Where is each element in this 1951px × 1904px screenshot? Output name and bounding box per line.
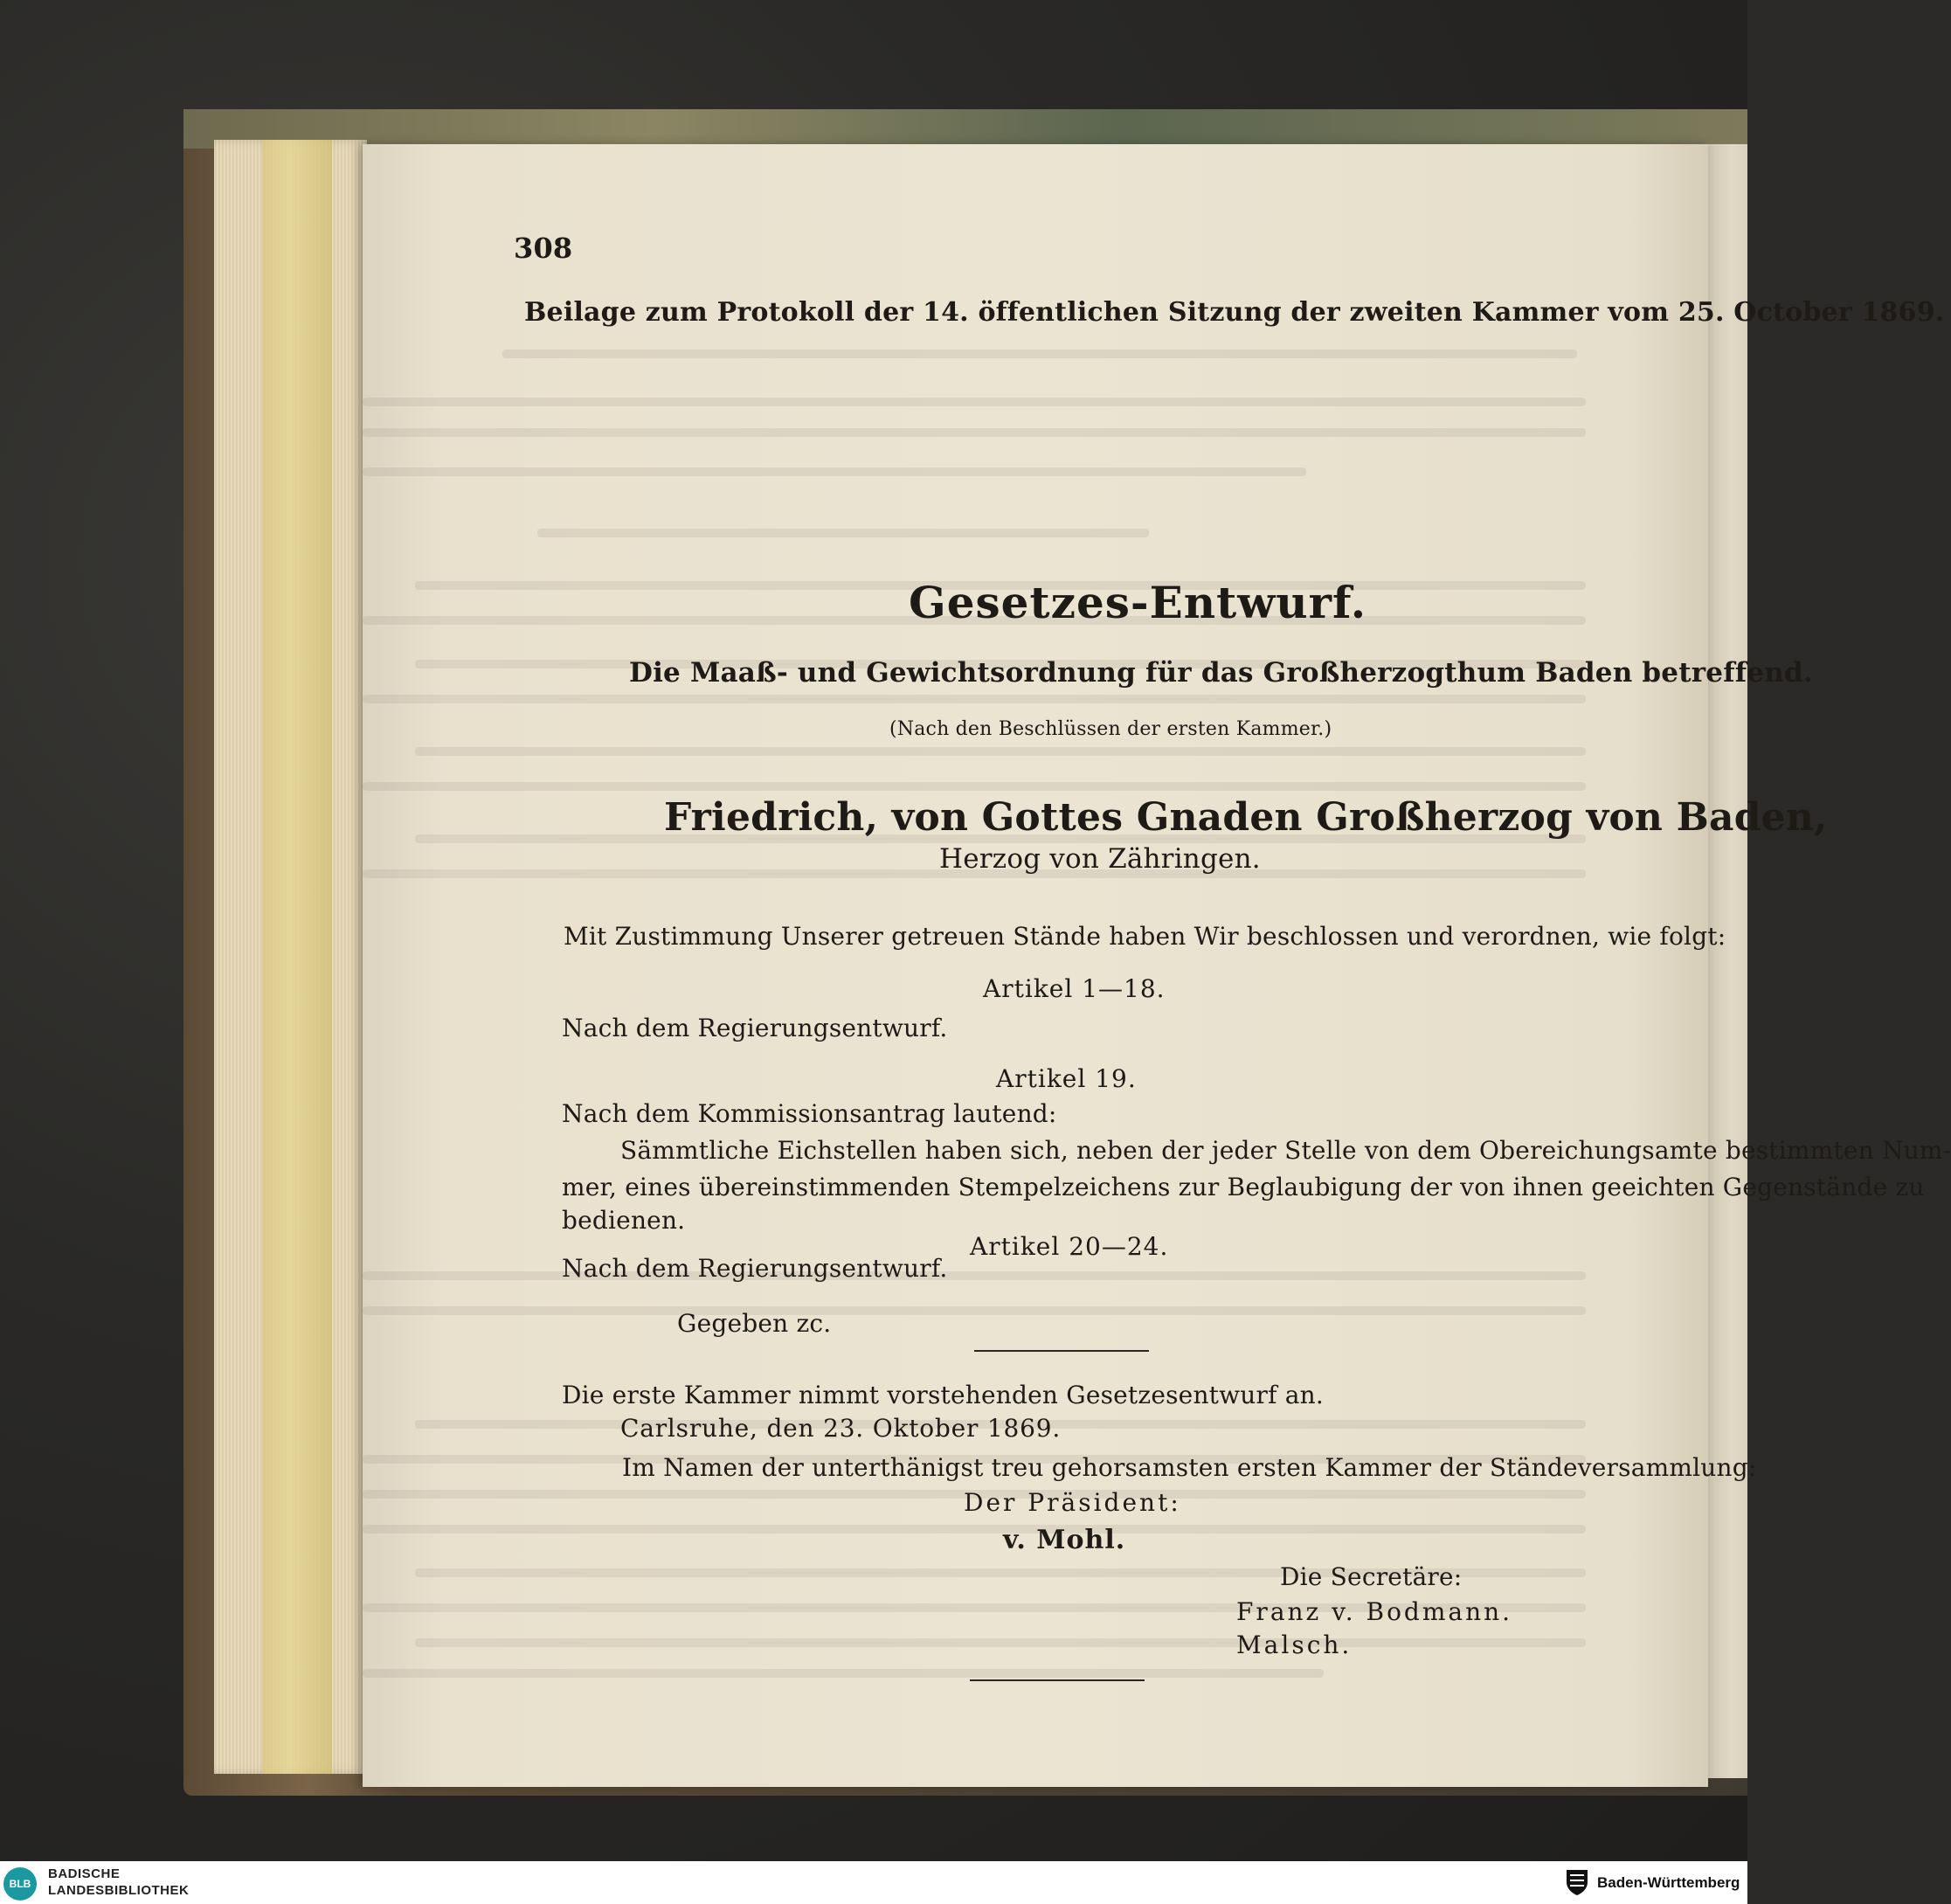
article-heading-19: Artikel 19.: [996, 1064, 1137, 1093]
article-heading-20-24: Artikel 20—24.: [970, 1232, 1169, 1261]
sovereign-subtitle: Herzog von Zähringen.: [939, 843, 1261, 875]
given-clause: Gegeben zc.: [677, 1309, 832, 1338]
book-cover-edge: [183, 109, 1747, 149]
coat-of-arms-icon: [1564, 1868, 1590, 1896]
place-and-date: Carlsruhe, den 23. Oktober 1869.: [620, 1414, 1062, 1443]
article-19-text-line: bedienen.: [562, 1206, 686, 1235]
document-note: (Nach den Beschlüssen der ersten Kammer.): [889, 718, 1332, 740]
government-draft-note-2: Nach dem Regierungsentwurf.: [562, 1254, 948, 1283]
article-heading-1-18: Artikel 1—18.: [983, 974, 1166, 1003]
on-behalf-line: Im Namen der unterthänigst treu gehorsamsten ersten Kammer der Ständeversammlung:: [622, 1453, 1757, 1482]
footer-bar: [0, 1861, 1747, 1904]
sovereign-title: Friedrich, von Gottes Gnaden Großherzog von Baden,: [664, 795, 1828, 840]
document-subtitle: Die Maaß- und Gewichtsordnung für das Großherzogthum Baden betreffend.: [629, 657, 1813, 689]
article-19-text-line: mer, eines übereinstimmenden Stempelzeichens zur Beglaubigung der von ihnen geeichten Gegenstände zu: [562, 1173, 1925, 1201]
secretary-name: Malsch.: [1236, 1631, 1353, 1659]
appendix-title: Beilage zum Protokoll der 14. öffentlichen Sitzung der zweiten Kammer vom 25. October 1869.: [524, 297, 1945, 328]
document-title: Gesetzes-Entwurf.: [909, 577, 1367, 628]
article-19-text-line: Sämmtliche Eichstellen haben sich, neben der jeder Stelle von dem Obereichungsamte bestimmten Num-: [620, 1136, 1951, 1165]
preamble: Mit Zustimmung Unserer getreuen Stände haben Wir beschlossen und verordnen, wie folgt:: [564, 922, 1726, 951]
government-draft-note-1: Nach dem Regierungsentwurf.: [562, 1014, 948, 1042]
divider-rule: [970, 1679, 1145, 1681]
secretaries-label: Die Secretäre:: [1280, 1562, 1463, 1591]
secretary-name: Franz v. Bodmann.: [1236, 1597, 1513, 1626]
president-name: v. Mohl.: [1003, 1525, 1126, 1555]
page-block-gilt-edge: [262, 140, 332, 1774]
facing-page-edge: [1708, 144, 1747, 1778]
page-number: 308: [514, 232, 573, 265]
president-label: Der Präsident:: [964, 1488, 1181, 1517]
acceptance-statement: Die erste Kammer nimmt vorstehenden Gesetzesentwurf an.: [562, 1381, 1324, 1409]
state-name[interactable]: Baden-Württemberg: [1597, 1874, 1740, 1891]
blb-logo-icon[interactable]: BLB: [3, 1867, 37, 1901]
library-name-line: LANDESBIBLIOTHEK: [48, 1883, 190, 1898]
commission-motion: Nach dem Kommissionsantrag lautend:: [562, 1099, 1057, 1128]
divider-rule: [974, 1350, 1149, 1352]
library-name-line: BADISCHE: [48, 1866, 121, 1881]
